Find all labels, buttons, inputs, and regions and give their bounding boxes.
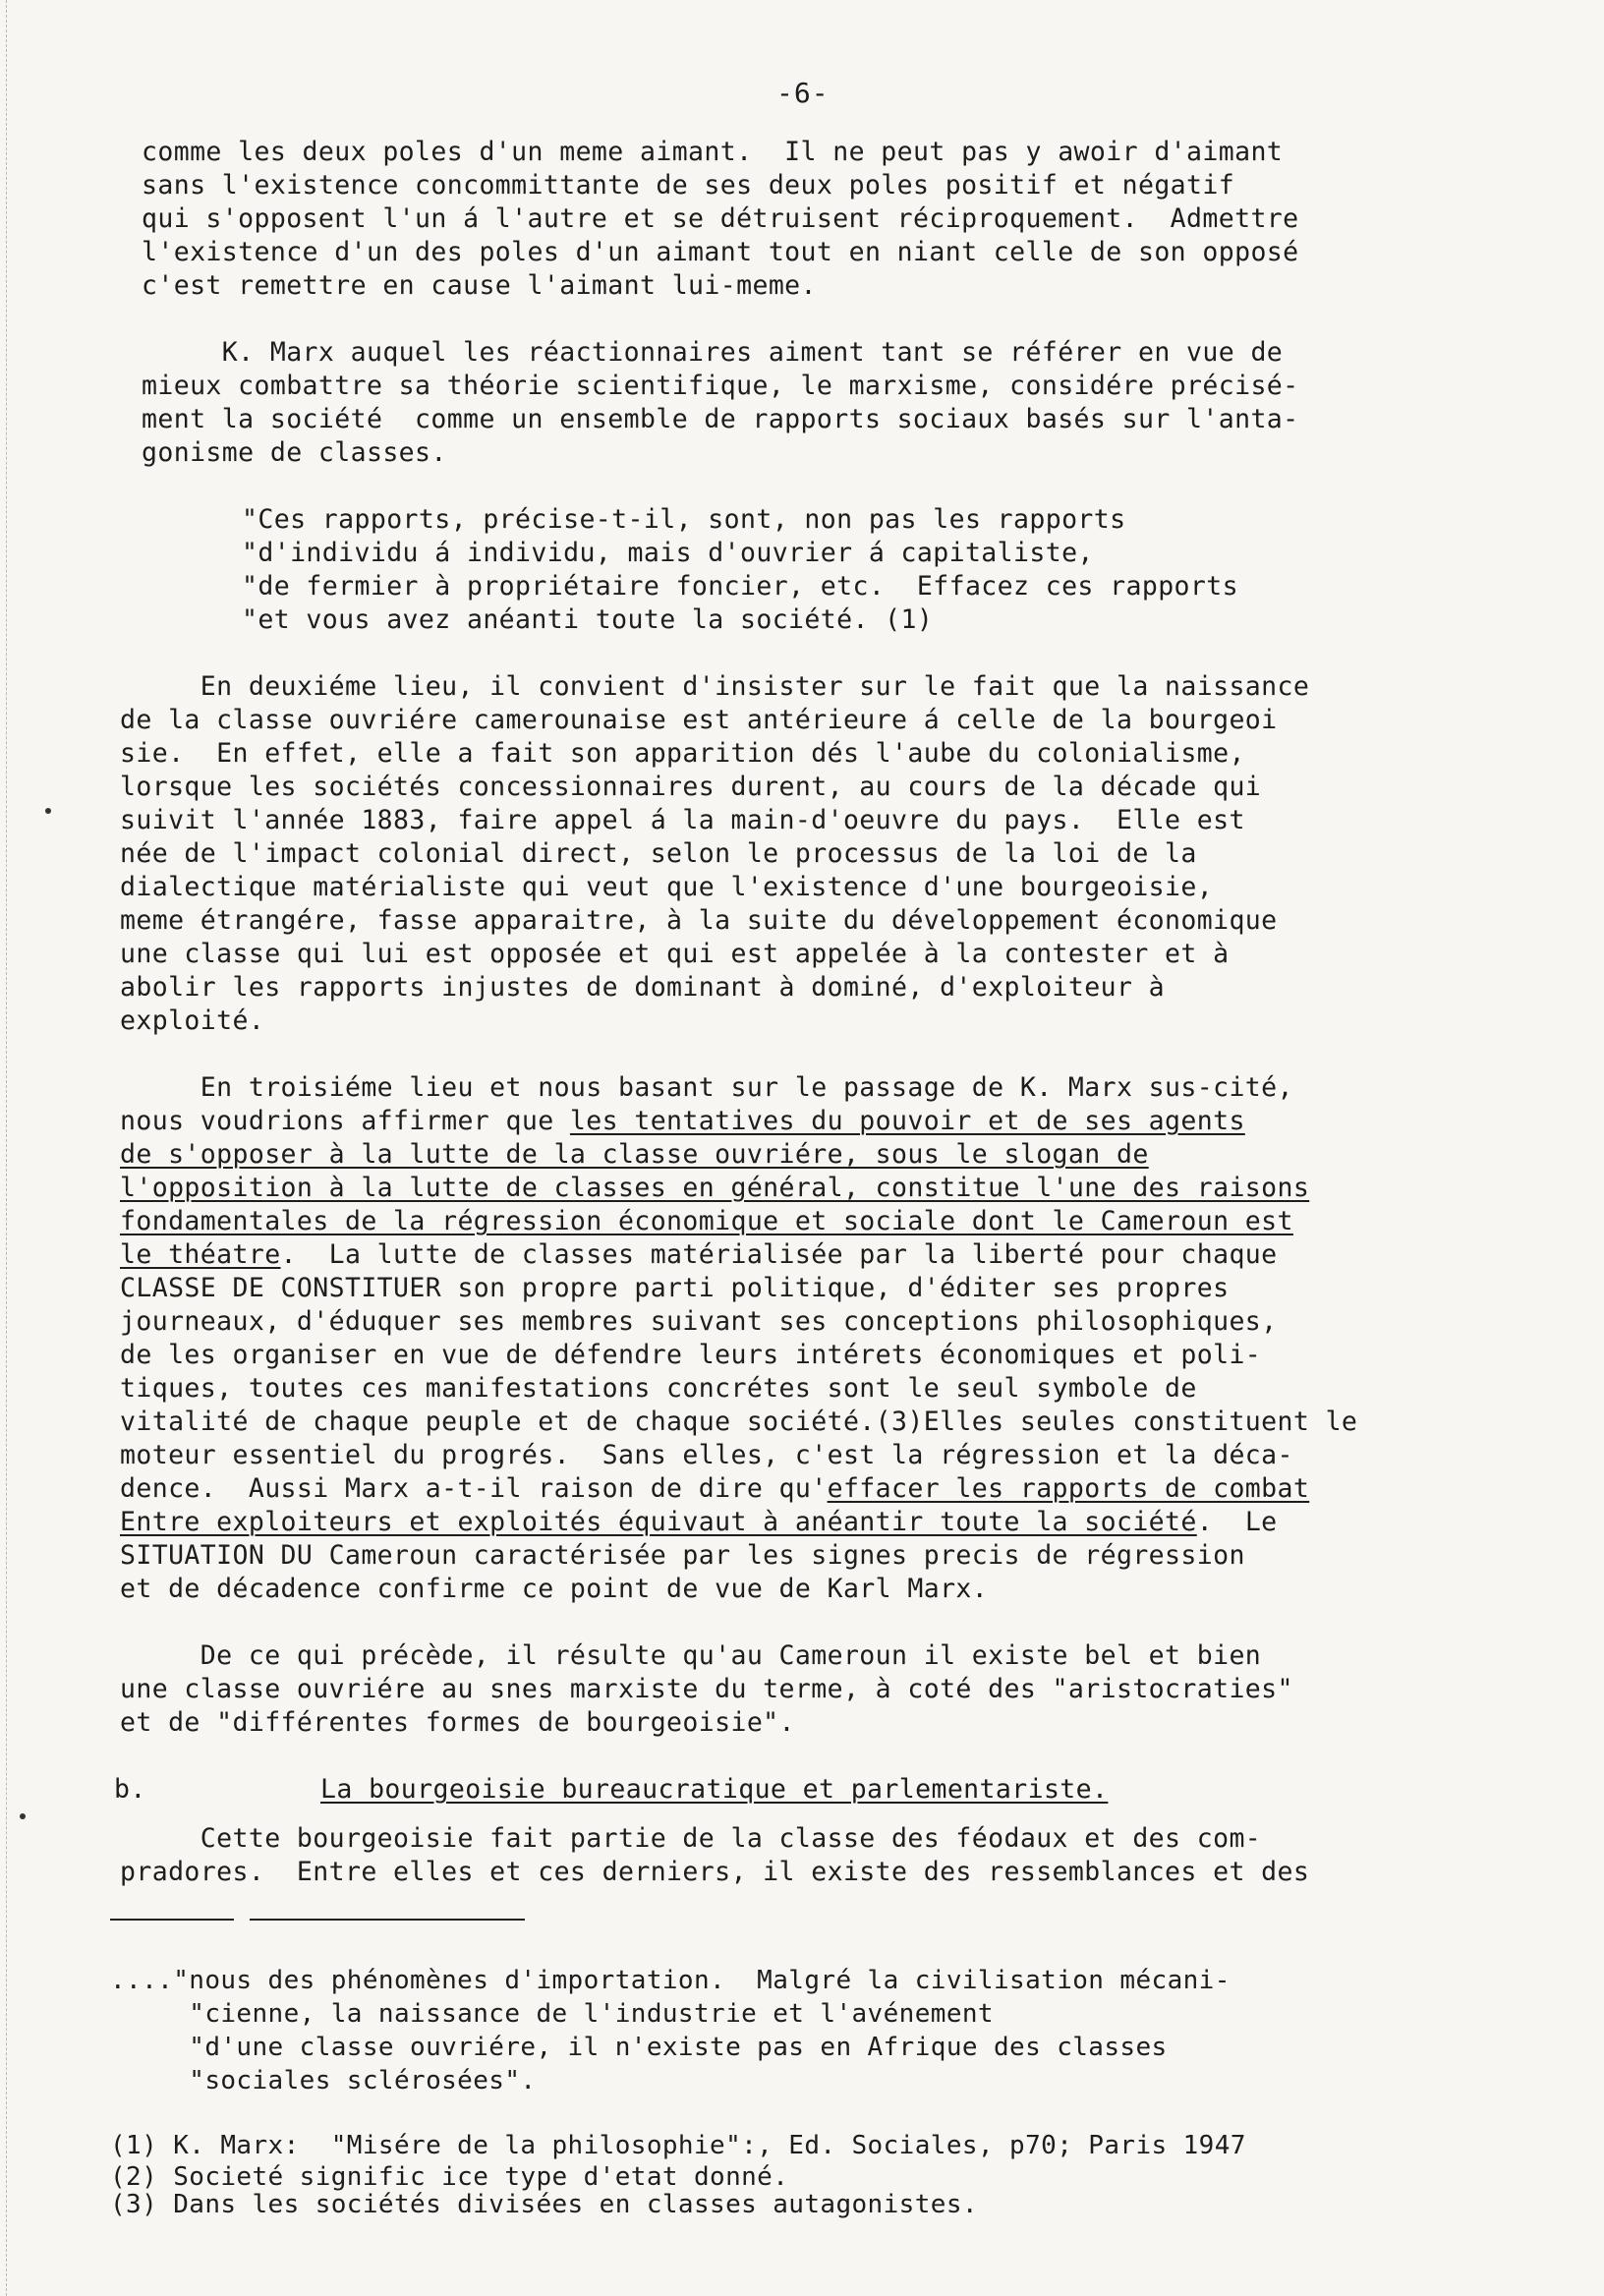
p1-line-5: c'est remettre en cause l'aimant lui-meme. xyxy=(142,270,817,301)
p4-line-1: En troisiéme lieu et nous basant sur le passage de K. Marx sus-cité, xyxy=(120,1072,1293,1103)
scan-edge-line xyxy=(6,0,7,2296)
p5-line-1: De ce qui précède, il résulte qu'au Cameroun il existe bel et bien xyxy=(120,1640,1262,1671)
underlined-phrase: Entre exploiteurs et exploités équivaut à anéantir toute la société xyxy=(120,1507,1197,1537)
p4-line-9: de les organiser en vue de défendre leurs intérets économiques et poli- xyxy=(120,1340,1262,1370)
p3-line-7: dialectique matérialiste qui veut que l'existence d'une bourgeoisie, xyxy=(120,872,1214,902)
p3-line-10: abolir les rapports injustes de dominant à dominé, d'exploiteur à xyxy=(120,972,1166,1003)
p4-line-7: CLASSE DE CONSTITUER son propre parti politique, d'éditer ses propres xyxy=(120,1273,1230,1303)
p4-line-6-text: . La lutte de classes matérialisée par la liberté pour chaque xyxy=(280,1239,1278,1270)
section-title: La bourgeoisie bureaucratique et parlementariste. xyxy=(320,1774,1109,1805)
p4-line-16: et de décadence confirme ce point de vue de Karl Marx. xyxy=(120,1574,989,1604)
quote-line-3: "de fermier à propriétaire foncier, etc. Effacez ces rapports xyxy=(242,571,1238,602)
p6-line-1: Cette bourgeoisie fait partie de la classe des féodaux et des com- xyxy=(120,1823,1262,1854)
underlined-phrase: l'opposition à la lutte de classes en général, constitue l'une des raisons xyxy=(120,1173,1310,1203)
p3-line-5: suivit l'année 1883, faire appel á la main-d'oeuvre du pays. Elle est xyxy=(120,805,1245,835)
footnote-1: (1) K. Marx: "Misére de la philosophie":, Ed. Sociales, p70; Paris 1947 xyxy=(110,2131,1246,2160)
underlined-phrase: fondamentales de la régression économique et sociale dont le Cameroun est xyxy=(120,1206,1293,1236)
quote-line-2: "d'individu á individu, mais d'ouvrier á capitaliste, xyxy=(242,538,1094,568)
page-number: -6- xyxy=(776,77,830,109)
quote-line-1: "Ces rapports, précise-t-il, sont, non pas les rapports xyxy=(242,504,1126,535)
p3-line-4: lorsque les sociétés concessionnaires durent, au cours de la décade qui xyxy=(120,772,1262,802)
footnote-cont-line-1: ...."nous des phénomènes d'importation. Malgré la civilisation mécani- xyxy=(110,1966,1231,1995)
scan-speck xyxy=(20,1813,26,1819)
footnote-cont-line-4: "sociales sclérosées". xyxy=(110,2066,537,2095)
p3-line-8: meme étrangére, fasse apparaitre, à la suite du développement économique xyxy=(120,905,1278,936)
p4-line-4 xyxy=(120,1174,1309,1203)
p2-line-3: ment la société comme un ensemble de rapports sociaux basés sur l'anta- xyxy=(142,404,1299,434)
p4-line-14 xyxy=(120,1508,1278,1537)
p4-line-8: journeaux, d'éduquer ses membres suivant ses conceptions philosophiques, xyxy=(120,1306,1278,1337)
underlined-phrase: effacer les rapports de combat xyxy=(827,1473,1310,1504)
footnote-rule xyxy=(110,1919,234,1921)
underlined-phrase: le théatre xyxy=(120,1239,281,1270)
p3-line-9: une classe qui lui est opposée et qui est appelée à la contester et à xyxy=(120,939,1230,969)
p4-line-5 xyxy=(120,1207,1293,1236)
p5-line-3: et de "différentes formes de bourgeoisie". xyxy=(120,1707,795,1738)
p4-line-11: vitalité de chaque peuple et de chaque société.(3)Elles seules constituent le xyxy=(120,1406,1358,1437)
p4-line-2 xyxy=(120,1107,1245,1136)
p1-line-3: qui s'opposent l'un á l'autre et se détruisent réciproquement. Admettre xyxy=(142,203,1299,234)
footnote-cont-line-3: "d'une classe ouvriére, il n'existe pas en Afrique des classes xyxy=(110,2033,1168,2062)
p1-line-4: l'existence d'un des poles d'un aimant tout en niant celle de son opposé xyxy=(142,237,1299,267)
p4-line-15: SITUATION DU Cameroun caractérisée par les signes precis de régression xyxy=(120,1540,1245,1571)
quote-line-4: "et vous avez anéanti toute la société. (1) xyxy=(242,604,934,635)
p3-line-3: sie. En effet, elle a fait son apparition dés l'aube du colonialisme, xyxy=(120,738,1245,769)
p6-line-2: pradores. Entre elles et ces derniers, il existe des ressemblances et des xyxy=(120,1857,1310,1887)
p3-line-1: En deuxiéme lieu, il convient d'insister sur le fait que la naissance xyxy=(120,671,1310,702)
underlined-phrase: de s'opposer à la lutte de la classe ouvriére, sous le slogan de xyxy=(120,1139,1149,1170)
p3-line-6: née de l'impact colonial direct, selon le processus de la loi de la xyxy=(120,838,1197,869)
p2-line-2: mieux combattre sa théorie scientifique, le marxisme, considére précisé- xyxy=(142,371,1299,401)
p4-line-13-text: dence. Aussi Marx a-t-il raison de dire qu' xyxy=(120,1473,828,1504)
footnote-cont-line-2: "cienne, la naissance de l'industrie et l'avénement xyxy=(110,1999,994,2029)
footnote-3: (3) Dans les sociétés divisées en classes autagonistes. xyxy=(110,2190,978,2219)
scan-speck xyxy=(45,808,51,814)
p4-line-14-text: . Le xyxy=(1196,1507,1278,1537)
p4-line-6 xyxy=(120,1240,1278,1270)
p5-line-2: une classe ouvriére au snes marxiste du terme, à coté des "aristocraties" xyxy=(120,1674,1293,1704)
p4-line-2-text: nous voudrions affirmer que xyxy=(120,1106,570,1136)
p1-line-1: comme les deux poles d'un meme aimant. Il ne peut pas y awoir d'aimant xyxy=(142,137,1284,167)
p4-line-12: moteur essentiel du progrés. Sans elles, c'est la régression et la déca- xyxy=(120,1440,1293,1470)
footnote-rule xyxy=(250,1919,525,1921)
p4-line-3 xyxy=(120,1140,1149,1170)
p2-line-1: K. Marx auquel les réactionnaires aiment tant se référer en vue de xyxy=(142,337,1284,368)
p1-line-2: sans l'existence concommittante de ses deux poles positif et négatif xyxy=(142,170,1235,201)
p4-line-10: tiques, toutes ces manifestations concrétes sont le seul symbole de xyxy=(120,1373,1197,1404)
p3-line-11: exploité. xyxy=(120,1005,265,1036)
p4-line-13 xyxy=(120,1474,1309,1504)
section-letter: b. xyxy=(114,1774,146,1805)
underlined-phrase: les tentatives du pouvoir et de ses agents xyxy=(569,1106,1245,1136)
p2-line-4: gonisme de classes. xyxy=(142,437,447,468)
footnote-2: (2) Societé signific ice type d'etat donné. xyxy=(110,2162,789,2192)
p3-line-2: de la classe ouvriére camerounaise est antérieure á celle de la bourgeoi xyxy=(120,705,1278,735)
